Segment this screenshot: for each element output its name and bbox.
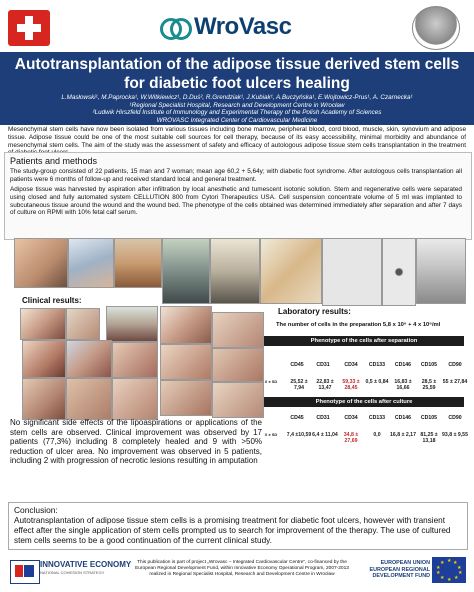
value-cell: 81,25 ± 13,18 [420, 432, 438, 444]
affiliation-1: ¹Regional Specialist Hospital, Research and Development Centre in Wrocław [129, 101, 345, 109]
photo-foot-healing-2 [212, 312, 264, 348]
photo-foot-after-2 [66, 378, 112, 420]
value-cell-highlight: 59,33 ± 28,45 [342, 379, 360, 391]
col-header: CD45 [290, 415, 304, 421]
eu-flag-icon: ★ ★ ★ ★ ★ ★ ★ ★ ★ ★ [432, 557, 466, 583]
photo-foot-week-3 [112, 342, 158, 378]
col-header: CD34 [344, 362, 358, 368]
col-header: CD146 [394, 362, 412, 368]
value-cell: 55 ± 27,84 [442, 379, 468, 385]
col-header: CD90 [448, 415, 462, 421]
patients-methods-heading: Patients and methods [10, 156, 98, 166]
separation-header-row [266, 362, 466, 372]
eu-fund-label [360, 560, 430, 580]
photo-foot-healed-1 [160, 380, 212, 416]
photo-foot-healing-4 [212, 348, 264, 382]
photo-foot-after-1 [22, 378, 66, 420]
value-cell: 16,8 ± 2,17 [390, 432, 416, 438]
clinical-results-text: No significant side effects of the lipoaspirations or applications of the stem cells are observed. Clinical improvement was observed by 17 patients (77,3%) including 8 completely healed and 9 with >50% reduction of ulcer area. No improvement was observed in 5 patients, including 2 with progression of necrotic lesions resulting in amputation [10, 418, 262, 466]
photo-foot-healing-1 [160, 306, 212, 344]
cell-count: The number of cells in the preparation 5,8 x 10⁶ + 4 x 10⁶/ml [276, 322, 441, 328]
conclusion-heading: Conclusion: [14, 505, 58, 515]
col-header: CD105 [420, 415, 438, 421]
photo-cell-microscopy [322, 238, 382, 306]
funding-note: This publication is part of project „Wrovasc – Integrated Cardiovascular Centre”, co-financed by the European Regional Development Fund, within Innovative Economy Operational Program, 2007-2013 realized in Regional Specialist Hospital, Research and Development Centre in Wrocław [135, 560, 349, 578]
col-header: CD133 [368, 362, 386, 368]
clinical-results-label: Clinical results: [22, 296, 82, 305]
value-cell: 22,83 ± 13,47 [316, 379, 334, 391]
innovative-economy-title: INNOVATIVE ECONOMY [40, 560, 132, 569]
eu-line-1: EUROPEAN UNION [380, 560, 430, 566]
photo-cell-culture [382, 238, 416, 306]
photo-cell-suspension [260, 238, 322, 304]
wrovasc-logo [160, 13, 291, 41]
photo-adipose-tissue [114, 238, 162, 288]
photo-lipoaspiration-2 [68, 238, 114, 288]
col-header: CD31 [316, 362, 330, 368]
value-cell: 25,52 ± 7,94 [290, 379, 308, 391]
stat-label: X ± SD [264, 432, 278, 437]
value-cell-highlight: 34,8 ± 27,69 [343, 432, 359, 444]
photo-lipoaspiration-1 [14, 238, 68, 288]
value-cell: 0,0 [373, 432, 381, 438]
wrovasc-mark-icon [160, 16, 190, 38]
innovative-economy-subtitle: NATIONAL COHESION STRATEGY [40, 570, 105, 575]
photo-foot-healing-3 [160, 344, 212, 380]
eu-line-3: DEVELOPMENT FUND [372, 573, 430, 580]
affiliation-2: ²Ludwik Hirszfeld Institute of Immunology and Experimental Therapy of the Polish Academy of Sciences [92, 109, 382, 117]
col-header: CD105 [420, 362, 438, 368]
stat-label: X ± SD [264, 379, 278, 384]
brand-name: WroVasc [194, 13, 292, 40]
photo-foot-after-3 [112, 378, 158, 420]
poster-title: Autotransplantation of the adipose tissue derived stem cells for diabetic foot ulcers healing [14, 56, 460, 92]
photo-foot-before-3 [106, 306, 158, 342]
photo-foot-week-1 [22, 340, 66, 378]
col-header: CD34 [344, 415, 358, 421]
lab-results-label: Laboratory results: [278, 307, 351, 316]
col-header: CD90 [448, 362, 462, 368]
innovative-economy-logo-icon [10, 560, 40, 584]
intro-paragraph: Mesenchymal stem cells have now been isolated from various tissues including bone marrow, peripheral blood, cord blood, muscle, skin, synovium and adipose tissue. Adipose tissue could be one of the most suitable cell sources for cell therapy, because of its easy accessibility, minimal morbidity and abundance of mesenchymal stem cells. The aim of the study was the assessment of safety and efficacy of autologous adipose tissue stem cells transplantation in the treatment [8, 126, 466, 149]
photo-foot-before-1 [20, 308, 66, 340]
patients-paragraph: The study-group consisted of 22 patients, 15 man and 7 woman; mean age 60,2 + 5,64y; with diabetic foot syndrome. After autologous cells transplantation all patients were 6 months of follow-up and received standard local and general treatment. [10, 168, 462, 183]
phenotype-separation-title: Phenotype of the cells after separation [264, 336, 464, 346]
culture-values-row [266, 432, 466, 448]
value-cell: 16,83 ± 16,66 [394, 379, 412, 391]
separation-values-row [266, 379, 466, 395]
hospital-cross-logo-icon [8, 10, 50, 46]
eu-line-2: EUROPEAN REGIONAL [369, 566, 430, 573]
affiliation-3: WROVASC Integrated Center of Cardiovascular Medicine [156, 116, 318, 124]
col-header: CD31 [316, 415, 330, 421]
value-cell: 28,5 ± 25,59 [421, 379, 437, 391]
value-cell: 7,4 ±10,59 [286, 432, 312, 438]
col-header: CD45 [290, 362, 304, 368]
methods-paragraph: Adipose tissue was harvested by aspiration after infiltration by local anesthetic and tumescent isotonic solution. Stem and regenerative cells were separated using closed and fully automated system CELLUTION 800 from Cytori Therapeutics USA. Cell suspension concentrate volume of 5 ml was implanted to subcutaneous tissue around the wound and the wound bed. The phenotype of the cells obtained was determined immediately after separation and after 7 days of culture on RPMI with 10% fetal calf serum. [10, 186, 462, 217]
conclusion-text: Autotransplantation of adipose tissue stem cells is a promising treatment for diabetic foot ulcers, however with transient effect after the single application of stem cells prompted us to search for improvement of the therapy. The use of cultured stem cells seems to be a good continuation of the current clinical study. [14, 516, 451, 545]
photo-foot-week-2 [66, 340, 112, 378]
authors-block [8, 94, 466, 124]
photo-cellution-device [162, 238, 210, 304]
photo-lab-equipment [210, 238, 260, 304]
col-header: CD133 [368, 415, 386, 421]
photo-implantation [416, 238, 466, 304]
institute-seal-icon [412, 6, 460, 50]
culture-header-row [266, 415, 466, 425]
photo-foot-healed-2 [212, 382, 264, 418]
value-cell: 6,4 ± 11,04 [312, 432, 338, 438]
value-cell: 0,5 ± 0,84 [365, 379, 389, 385]
col-header: CD146 [394, 415, 412, 421]
phenotype-culture-title: Phenotype of the cells after culture [264, 397, 464, 407]
photo-foot-before-2 [66, 308, 100, 340]
value-cell: 93,8 ± 9,55 [442, 432, 468, 438]
author-names: L.Masłowski¹, M.Paprocka¹, W.Witkiewicz¹, D.Duś², R.Grendziak¹, J.Kubiak¹, A.Buczyńska¹, E.Wojtowicz-Prus¹, A. Czarnecka¹ [61, 94, 413, 101]
